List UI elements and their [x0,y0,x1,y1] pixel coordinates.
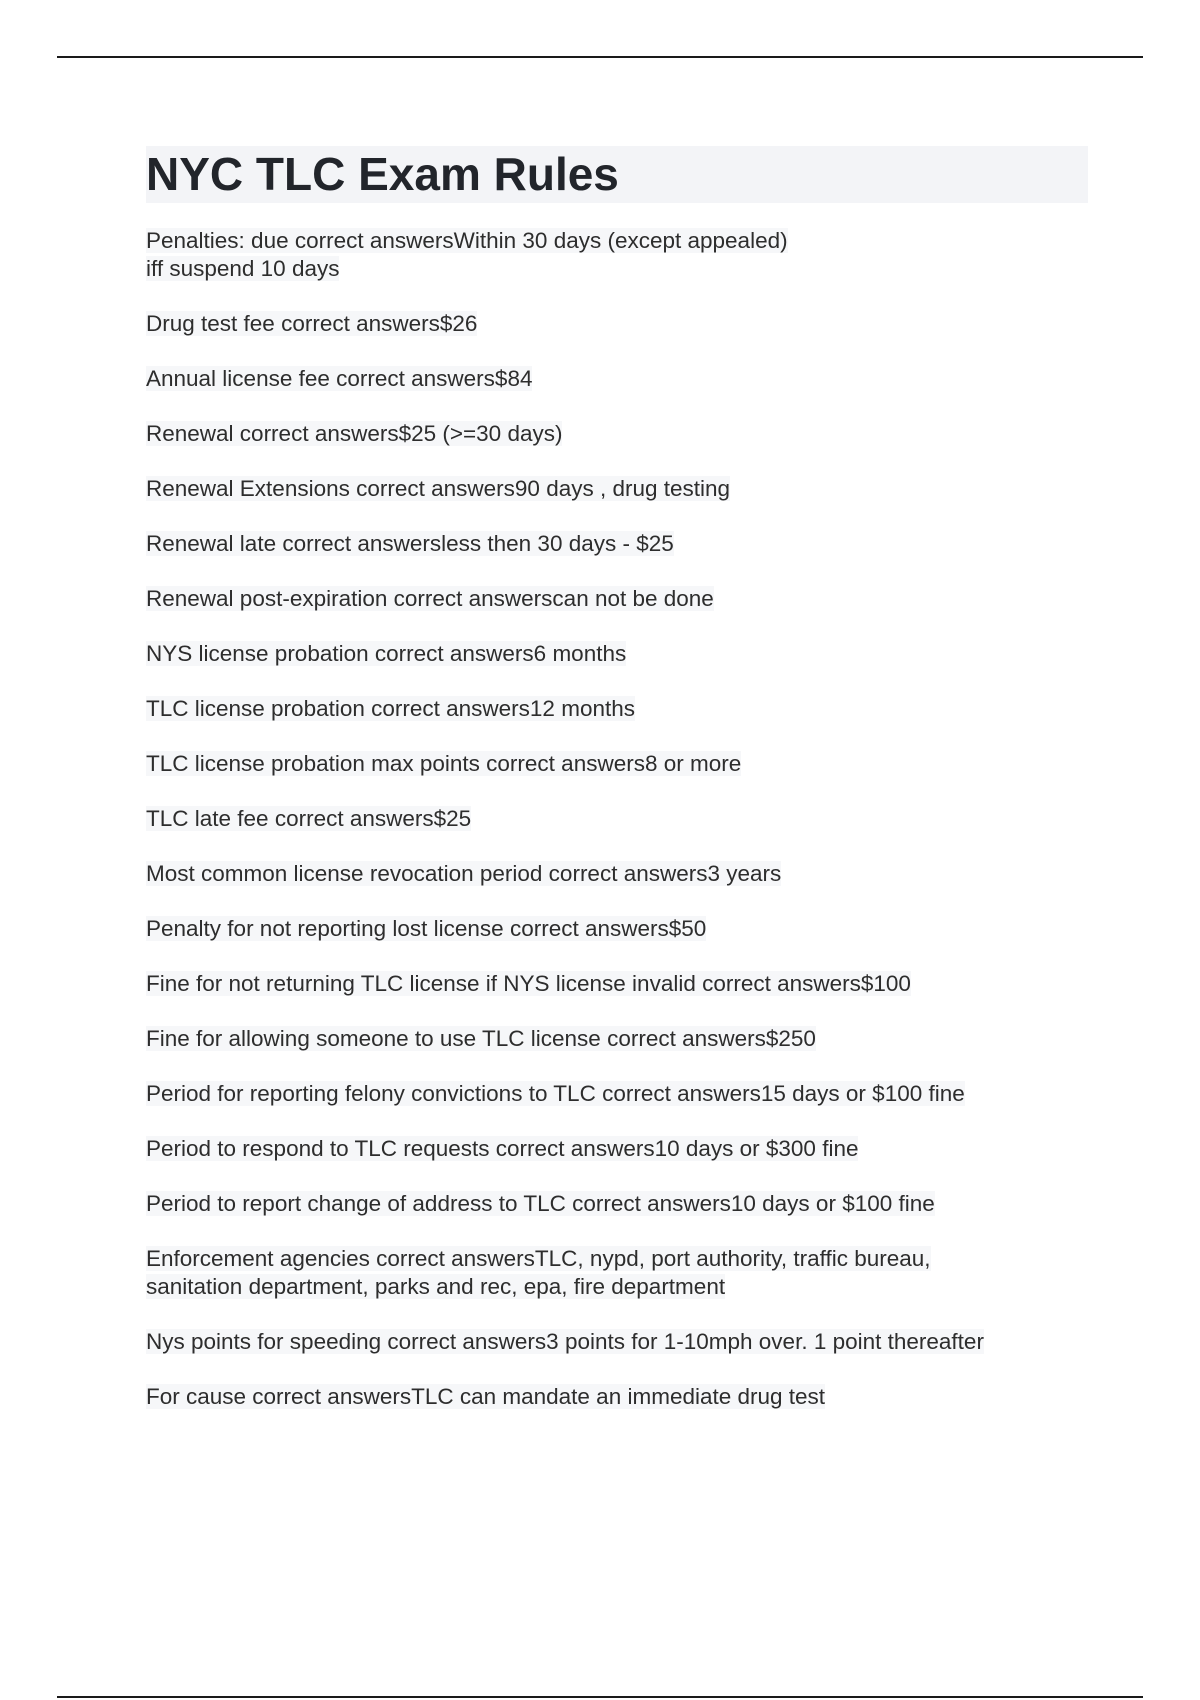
list-item [146,420,1088,448]
item-line: Period for reporting felony convictions to TLC correct answers15 days or $100 fine [146,1081,965,1106]
document-body [146,146,1088,1411]
list-item [146,365,1088,393]
item-line: Annual license fee correct answers$84 [146,366,533,391]
item-line: For cause correct answersTLC can mandate an immediate drug test [146,1384,826,1409]
list-item [146,310,1088,338]
item-line: Period to report change of address to TLC correct answers10 days or $100 fine [146,1191,935,1216]
item-line: TLC late fee correct answers$25 [146,806,472,831]
list-item [146,860,1088,888]
title-bar [146,146,1088,203]
item-line: Period to respond to TLC requests correct answers10 days or $300 fine [146,1136,859,1161]
list-item [146,1080,1088,1108]
bottom-rule [57,1696,1143,1698]
item-line: Enforcement agencies correct answersTLC, nypd, port authority, traffic bureau, [146,1246,931,1271]
item-line: Renewal post-expiration correct answerscan not be done [146,586,714,611]
item-line: Drug test fee correct answers$26 [146,311,478,336]
list-item [146,1245,1088,1301]
list-item [146,750,1088,778]
item-line: Fine for not returning TLC license if NYS license invalid correct answers$100 [146,971,911,996]
item-line: Renewal correct answers$25 (>=30 days) [146,421,563,446]
item-line: Fine for allowing someone to use TLC license correct answers$250 [146,1026,816,1051]
item-line: Most common license revocation period correct answers3 years [146,861,782,886]
list-item [146,1135,1088,1163]
item-line: TLC license probation correct answers12 months [146,696,635,721]
list-item [146,530,1088,558]
qa-list [146,227,1088,1411]
item-line: Penalty for not reporting lost license correct answers$50 [146,916,707,941]
list-item [146,585,1088,613]
list-item [146,915,1088,943]
item-line: Nys points for speeding correct answers3 points for 1-10mph over. 1 point thereafter [146,1329,984,1354]
list-item [146,475,1088,503]
item-line: sanitation department, parks and rec, epa, fire department [146,1274,726,1299]
item-line: TLC license probation max points correct answers8 or more [146,751,742,776]
top-rule [57,56,1143,58]
item-line: Renewal late correct answersless then 30 days - $25 [146,531,674,556]
list-item [146,1025,1088,1053]
item-line: NYS license probation correct answers6 months [146,641,627,666]
list-item [146,695,1088,723]
list-item [146,1328,1088,1356]
list-item [146,1383,1088,1411]
list-item [146,805,1088,833]
list-item [146,1190,1088,1218]
item-line: Penalties: due correct answersWithin 30 days (except appealed) [146,228,788,253]
list-item [146,970,1088,998]
page-title: NYC TLC Exam Rules [146,148,619,200]
item-line: Renewal Extensions correct answers90 days , drug testing [146,476,731,501]
item-line: iff suspend 10 days [146,256,340,281]
list-item [146,640,1088,668]
list-item [146,227,1088,283]
